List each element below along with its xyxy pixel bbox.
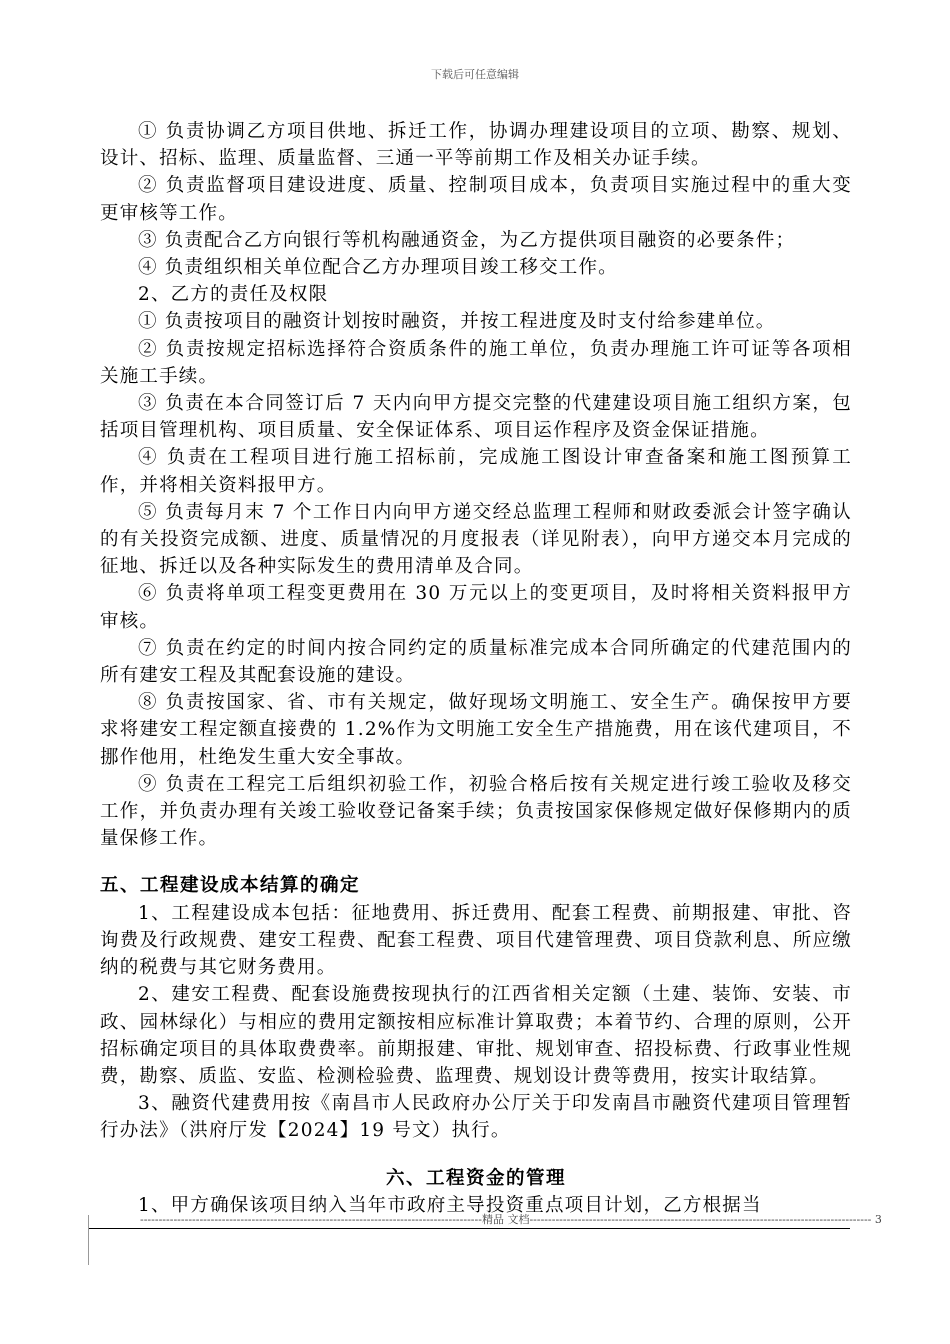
paragraph-duty-4: ④ 负责组织相关单位配合乙方办理项目竣工移交工作。	[138, 257, 618, 279]
page-footer	[140, 1211, 882, 1227]
section-6-heading: 六、工程资金的管理	[385, 1167, 566, 1189]
section-5-paragraph-1: 1、工程建设成本包括：征地费用、拆迁费用、配套工程费、前期报建、审批、咨询费及行政规费、建安工程费、配套工程费、项目代建管理费、项目贷款利息、所应缴纳的税费与其它财务费用。	[100, 902, 852, 979]
page-header: 下载后可任意编辑	[431, 68, 519, 81]
paragraph-b-duty-9: ⑨ 负责在工程完工后组织初验工作，初验合格后按有关规定进行竣工验收及移交工作，并负责办理有关竣工验收登记备案手续；负责按国家保修规定做好保修期内的质量保修工作。	[100, 773, 852, 850]
footer-text: --------------------------------------------------------------------------------------------精品 文档--------------------------------------------------------------------------------------------	[140, 1213, 872, 1226]
subheading-party-b: 2、乙方的责任及权限	[138, 284, 329, 306]
section-5-paragraph-2: 2、建安工程费、配套设施费按现执行的江西省相关定额（土建、装饰、安装、市政、园林绿化）与相应的费用定额按相应标准计算取费；本着节约、合理的原则，公开招标确定项目的具体取费费率。前期报建、审批、规划审查、招投标费、行政事业性规费，勘察、质监、安监、检测检验费、监理费、规划设计费等费用，按实计取结算。	[100, 984, 852, 1087]
section-5-heading: 五、工程建设成本结算的确定	[100, 875, 361, 897]
page-number: 3	[874, 1213, 882, 1226]
document-body	[100, 118, 852, 1219]
paragraph-b-duty-2: ② 负责按规定招标选择符合资质条件的施工单位，负责办理施工许可证等各项相关施工手续。	[100, 338, 852, 387]
paragraph-duty-2: ② 负责监督项目建设进度、质量、控制项目成本，负责项目实施过程中的重大变更审核等工作。	[100, 175, 852, 224]
paragraph-b-duty-7: ⑦ 负责在约定的时间内按合同约定的质量标准完成本合同所确定的代建范围内的所有建安工程及其配套设施的建设。	[100, 637, 852, 687]
paragraph-b-duty-5: ⑤ 负责每月末 7 个工作日内向甲方递交经总监理工程师和财政委派会计签字确认的有关投资完成额、进度、质量情况的月度报表（详见附表），向甲方递交本月完成的征地、拆迁以及各种实际发生的费用清单及合同。	[100, 501, 852, 578]
paragraph-b-duty-6: ⑥ 负责将单项工程变更费用在 30 万元以上的变更项目，及时将相关资料报甲方审核。	[100, 583, 852, 632]
margin-mark	[88, 1215, 89, 1265]
section-5-paragraph-3: 3、融资代建费用按《南昌市人民政府办公厅关于印发南昌市融资代建项目管理暂行办法》（洪府厅发【2024】19 号文）执行。	[100, 1093, 852, 1142]
paragraph-b-duty-3: ③ 负责在本合同签订后 7 天内向甲方提交完整的代建建设项目施工组织方案，包括项目管理机构、项目质量、安全保证体系、项目运作程序及资金保证措施。	[100, 393, 852, 442]
paragraph-duty-3: ③ 负责配合乙方向银行等机构融通资金，为乙方提供项目融资的必要条件；	[138, 229, 796, 251]
section-6-paragraph-1: 1、甲方确保该项目纳入当年市政府主导投资重点项目计划，乙方根据当	[138, 1194, 762, 1216]
paragraph-duty-1: ① 负责协调乙方项目供地、拆迁工作，协调办理建设项目的立项、勘察、规划、设计、招标、监理、质量监督、三通一平等前期工作及相关办证手续。	[100, 121, 852, 170]
footer-divider	[88, 1228, 850, 1229]
paragraph-b-duty-4: ④ 负责在工程项目进行施工招标前，完成施工图设计审查备案和施工图预算工作，并将相关资料报甲方。	[100, 447, 852, 496]
paragraph-b-duty-1: ① 负责按项目的融资计划按时融资，并按工程进度及时支付给参建单位。	[138, 311, 776, 333]
paragraph-b-duty-8: ⑧ 负责按国家、省、市有关规定，做好现场文明施工、安全生产。确保按甲方要求将建安工程定额直接费的 1.2%作为文明施工安全生产措施费，用在该代建项目，不挪作他用，杜绝发生重大安全事故。	[100, 692, 852, 768]
